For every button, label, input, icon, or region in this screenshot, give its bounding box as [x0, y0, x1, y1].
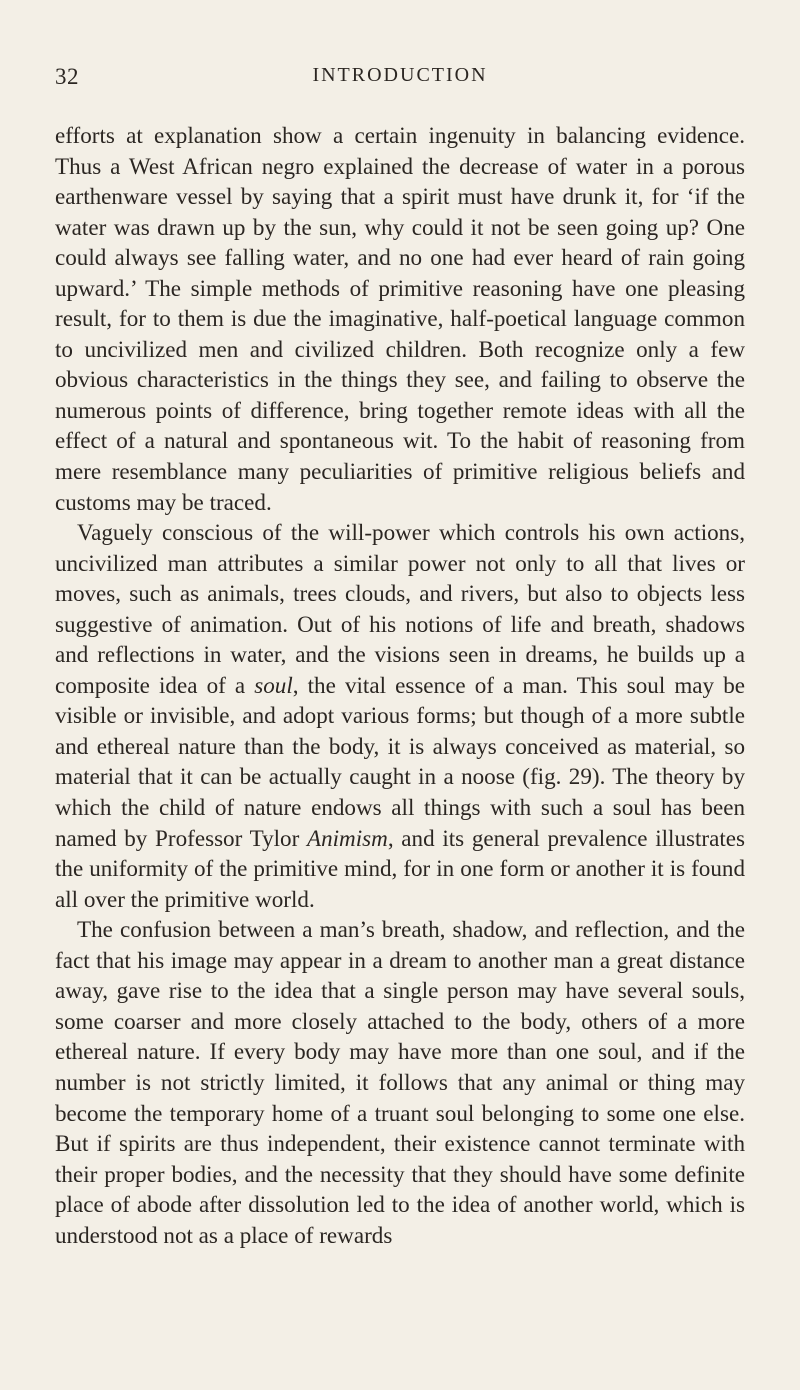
paragraph-2-text-c: , and its general prevalence illustrates the uniformity of the primitive mind, for in one form or another it is found all over the primitive world. — [55, 824, 746, 912]
paragraph-1 — [55, 120, 745, 517]
term-animism: Animism — [306, 824, 388, 851]
paragraph-3-text: The confusion between a man’s breath, shadow, and reflection, and the fact that his image may appear in a dream to another man a great distance away, gave rise to the idea that a single person may have several souls, some coarser and more closely attached to the body, others of a more ethereal nature. If every body may have more than one soul, and if the number is not strictly limited, it follows that any animal or thing may become the temporary home of a truant soul belonging to some one else. But if spirits are thus independent, their existence cannot terminate with their proper bodies, and the necessity that they should have some definite place of abode after dissolution led to the idea of another world, which is understood not as a place of rewards — [55, 916, 745, 1248]
paragraph-3 — [55, 914, 745, 1250]
paragraph-1-text: efforts at explanation show a certain ingenuity in balancing evidence. Thus a West African negro explained the decrease of water in a porous earthenware vessel by saying that a spirit must have drunk it, for ‘if the water was drawn up by the sun, why could it not be seen going up? One could always see falling water, and no one had ever heard of rain going upward.’ The simple methods of primitive reasoning have one pleasing result, for to them is due the imaginative, half-poetical language common to uncivilized men and civilized children. Both recognize only a few obvious characteristics in the things they see, and failing to observe the numerous points of difference, bring together remote ideas with all the effect of a natural and spontaneous wit. To the habit of reasoning from mere resemblance many peculiarities of primitive religious beliefs and customs may be traced. — [55, 122, 745, 515]
running-head: INTRODUCTION — [312, 64, 488, 86]
page-header — [55, 64, 745, 92]
term-soul: soul — [254, 671, 293, 698]
paragraph-2-text-a: Vaguely conscious of the will-power which controls his own actions, uncivilized man attributes a similar power not only to all that lives or moves, such as animals, trees clouds, and rivers, but also to objects less suggestive of animation. Out of his notions of life and breath, shadows and reflections in water, and the visions seen in dreams, he builds up a composite idea of a — [55, 519, 745, 698]
body-text — [55, 120, 745, 1250]
paragraph-2 — [55, 517, 745, 914]
page-number: 32 — [55, 64, 79, 89]
paragraph-2-text-b: , the vital essence of a man. This soul may be visible or invisible, and adopt various forms; but though of a more subtle and ethereal nature than the body, it is always conceived as material, so material that it can be actually caught in a noose (fig. 29). The theory by which the child of nature endows all things with such a soul has been named by Professor Tylor — [55, 671, 745, 851]
